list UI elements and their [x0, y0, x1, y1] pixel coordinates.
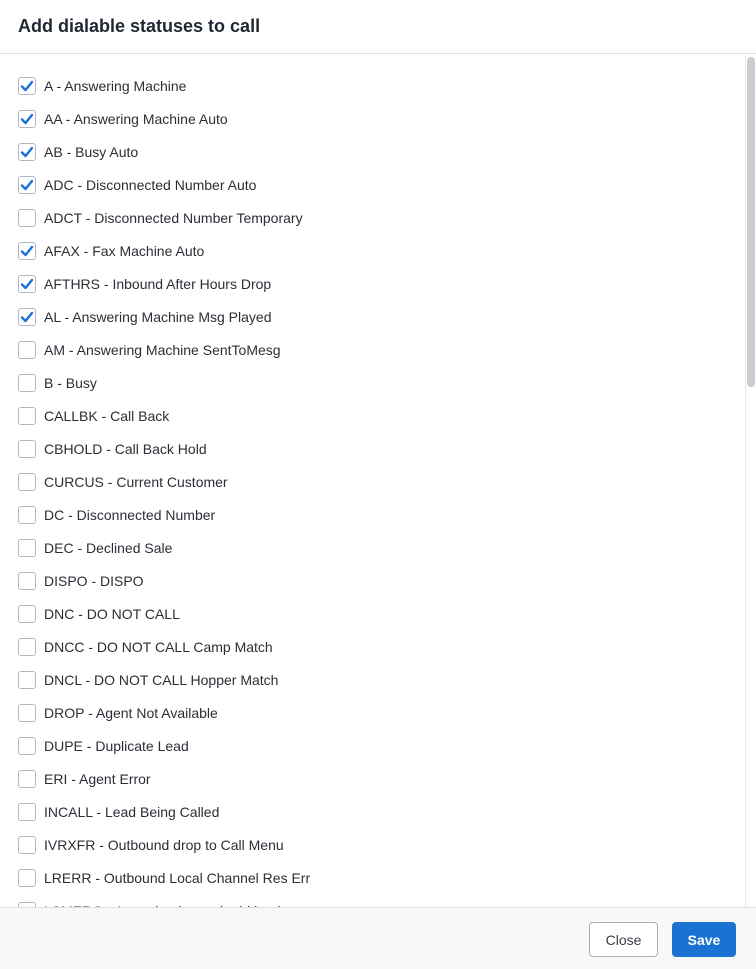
status-label: LRERR - Outbound Local Channel Res Err — [44, 869, 311, 886]
checkmark-icon — [20, 277, 34, 291]
status-label: IVRXFR - Outbound drop to Call Menu — [44, 836, 284, 853]
status-option[interactable] — [0, 366, 756, 399]
status-label: INCALL - Lead Being Called — [44, 803, 220, 820]
status-option[interactable] — [0, 300, 756, 333]
status-label: ERI - Agent Error — [44, 770, 151, 787]
status-label: AFAX - Fax Machine Auto — [44, 242, 205, 259]
status-checkbox[interactable] — [18, 374, 36, 392]
status-checkbox[interactable] — [18, 242, 36, 260]
status-option[interactable] — [0, 861, 756, 894]
status-label: CALLBK - Call Back — [44, 407, 170, 424]
status-checkbox[interactable] — [18, 836, 36, 854]
status-option[interactable] — [0, 828, 756, 861]
status-option[interactable] — [0, 399, 756, 432]
status-option[interactable] — [0, 795, 756, 828]
status-option[interactable] — [0, 729, 756, 762]
save-button[interactable]: Save — [672, 922, 736, 957]
status-list-container — [0, 55, 756, 907]
status-label: ADC - Disconnected Number Auto — [44, 176, 257, 193]
status-checkbox[interactable] — [18, 605, 36, 623]
scrollbar[interactable] — [745, 55, 756, 907]
status-list — [0, 55, 756, 927]
close-button[interactable]: Close — [589, 922, 658, 957]
status-option[interactable] — [0, 663, 756, 696]
status-checkbox[interactable] — [18, 440, 36, 458]
status-label: DUPE - Duplicate Lead — [44, 737, 189, 754]
status-option[interactable] — [0, 564, 756, 597]
status-option[interactable] — [0, 168, 756, 201]
status-label: AFTHRS - Inbound After Hours Drop — [44, 275, 272, 292]
status-label: DC - Disconnected Number — [44, 506, 216, 523]
status-option[interactable] — [0, 234, 756, 267]
status-option[interactable] — [0, 498, 756, 531]
status-checkbox[interactable] — [18, 407, 36, 425]
status-checkbox[interactable] — [18, 671, 36, 689]
checkmark-icon — [20, 145, 34, 159]
status-label: DROP - Agent Not Available — [44, 704, 218, 721]
status-checkbox[interactable] — [18, 341, 36, 359]
status-checkbox[interactable] — [18, 638, 36, 656]
status-option[interactable] — [0, 597, 756, 630]
status-label: DISPO - DISPO — [44, 572, 144, 589]
status-label: DNCC - DO NOT CALL Camp Match — [44, 638, 273, 655]
status-label: ADCT - Disconnected Number Temporary — [44, 209, 303, 226]
status-label: B - Busy — [44, 374, 97, 391]
status-option[interactable] — [0, 630, 756, 663]
checkmark-icon — [20, 244, 34, 258]
status-option[interactable] — [0, 762, 756, 795]
status-checkbox[interactable] — [18, 143, 36, 161]
status-option[interactable] — [0, 201, 756, 234]
status-option[interactable] — [0, 333, 756, 366]
dialog-title: Add dialable statuses to call — [18, 16, 261, 36]
status-option[interactable] — [0, 465, 756, 498]
dialog-footer — [0, 907, 756, 969]
status-checkbox[interactable] — [18, 209, 36, 227]
status-label: DNC - DO NOT CALL — [44, 605, 180, 622]
status-label: A - Answering Machine — [44, 77, 187, 94]
status-label: AL - Answering Machine Msg Played — [44, 308, 272, 325]
status-label: DNCL - DO NOT CALL Hopper Match — [44, 671, 279, 688]
status-label: CBHOLD - Call Back Hold — [44, 440, 207, 457]
status-option[interactable] — [0, 69, 756, 102]
status-checkbox[interactable] — [18, 737, 36, 755]
status-option[interactable] — [0, 267, 756, 300]
status-checkbox[interactable] — [18, 539, 36, 557]
status-checkbox[interactable] — [18, 77, 36, 95]
status-checkbox[interactable] — [18, 803, 36, 821]
checkmark-icon — [20, 178, 34, 192]
status-checkbox[interactable] — [18, 572, 36, 590]
status-checkbox[interactable] — [18, 869, 36, 887]
status-checkbox[interactable] — [18, 275, 36, 293]
status-label: DEC - Declined Sale — [44, 539, 173, 556]
checkmark-icon — [20, 79, 34, 93]
status-option[interactable] — [0, 696, 756, 729]
status-label: AB - Busy Auto — [44, 143, 139, 160]
dialog-header — [0, 0, 756, 54]
scrollbar-thumb[interactable] — [747, 57, 755, 387]
status-option[interactable] — [0, 531, 756, 564]
status-option[interactable] — [0, 102, 756, 135]
status-checkbox[interactable] — [18, 176, 36, 194]
status-checkbox[interactable] — [18, 506, 36, 524]
status-checkbox[interactable] — [18, 110, 36, 128]
status-checkbox[interactable] — [18, 308, 36, 326]
checkmark-icon — [20, 310, 34, 324]
status-label: AM - Answering Machine SentToMesg — [44, 341, 281, 358]
status-label: AA - Answering Machine Auto — [44, 110, 228, 127]
status-checkbox[interactable] — [18, 770, 36, 788]
status-checkbox[interactable] — [18, 473, 36, 491]
checkmark-icon — [20, 112, 34, 126]
status-option[interactable] — [0, 135, 756, 168]
status-option[interactable] — [0, 432, 756, 465]
status-checkbox[interactable] — [18, 704, 36, 722]
status-label: CURCUS - Current Customer — [44, 473, 228, 490]
